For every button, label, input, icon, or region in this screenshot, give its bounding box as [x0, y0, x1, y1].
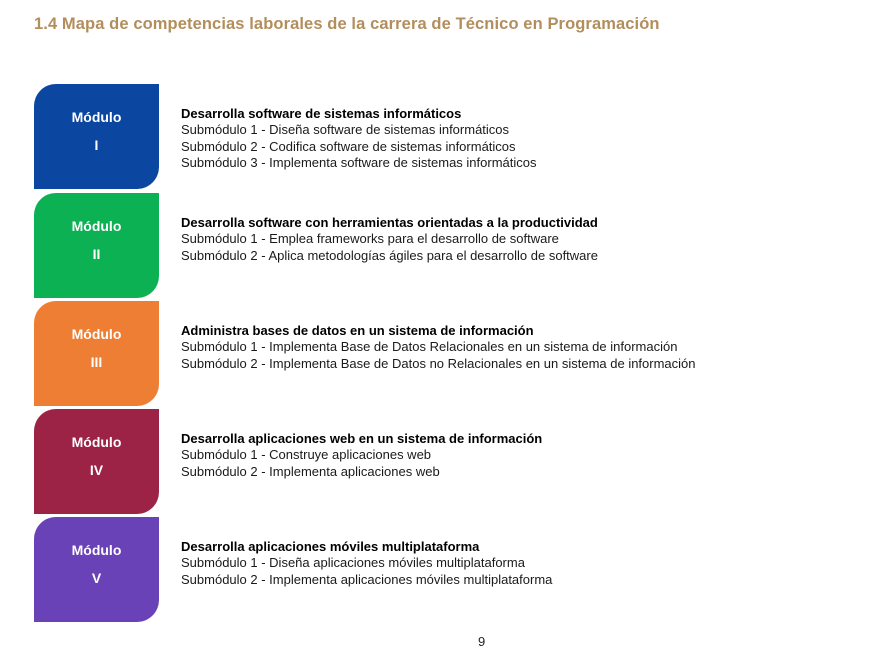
module-label: Módulo: [71, 218, 122, 234]
module-label: Módulo: [71, 326, 122, 342]
module-title: Administra bases de datos en un sistema de información: [181, 323, 534, 338]
submodule-item: Submódulo 2 - Implementa Base de Datos no Relacionales en un sistema de información: [181, 355, 696, 371]
submodule-item: Submódulo 2 - Codifica software de sistemas informáticos: [181, 138, 516, 154]
module-numeral: I: [94, 137, 99, 153]
module-description-4: [181, 431, 542, 480]
module-numeral: II: [92, 246, 101, 262]
module-label: Módulo: [71, 109, 122, 125]
submodule-item: Submódulo 1 - Diseña software de sistemas informáticos: [181, 122, 510, 138]
module-title: Desarrolla aplicaciones móviles multiplataforma: [181, 539, 480, 554]
module-badge-2: [34, 193, 159, 298]
module-badge-4: [34, 409, 159, 514]
module-title: Desarrolla aplicaciones web en un sistema de información: [181, 431, 543, 446]
module-numeral: IV: [89, 462, 104, 478]
module-row-5: [34, 517, 854, 622]
module-description-5: [181, 539, 552, 588]
submodule-item: Submódulo 1 - Implementa Base de Datos Relacionales en un sistema de información: [181, 339, 678, 355]
submodule-item: Submódulo 2 - Implementa aplicaciones web: [181, 463, 440, 479]
page-title: 1.4 Mapa de competencias laborales de la carrera de Técnico en Programación: [34, 15, 660, 33]
module-badge-1: [34, 84, 159, 189]
module-row-4: [34, 409, 854, 514]
submodule-item: Submódulo 2 - Implementa aplicaciones móviles multiplataforma: [181, 571, 553, 587]
module-title: Desarrolla software con herramientas orientadas a la productividad: [181, 215, 598, 230]
page-number: 9: [478, 634, 486, 649]
submodule-item: Submódulo 3 - Implementa software de sistemas informáticos: [181, 154, 537, 170]
submodule-item: Submódulo 1 - Diseña aplicaciones móviles multiplataforma: [181, 555, 525, 571]
module-numeral: V: [91, 570, 102, 586]
module-description-3: [181, 323, 696, 372]
module-numeral: III: [90, 354, 103, 370]
module-badge-5: [34, 517, 159, 622]
module-badge-3: [34, 301, 159, 406]
submodule-item: Submódulo 1 - Emplea frameworks para el desarrollo de software: [181, 231, 559, 247]
module-label: Módulo: [71, 434, 122, 450]
module-description-1: [181, 106, 537, 171]
module-description-2: [181, 215, 598, 264]
module-title: Desarrolla software de sistemas informáticos: [181, 106, 462, 121]
module-row-2: [34, 193, 854, 298]
module-label: Módulo: [71, 542, 122, 558]
module-row-3: [34, 301, 854, 406]
module-row-1: [34, 84, 854, 189]
submodule-item: Submódulo 1 - Construye aplicaciones web: [181, 447, 432, 463]
submodule-item: Submódulo 2 - Aplica metodologías ágiles para el desarrollo de software: [181, 247, 598, 263]
